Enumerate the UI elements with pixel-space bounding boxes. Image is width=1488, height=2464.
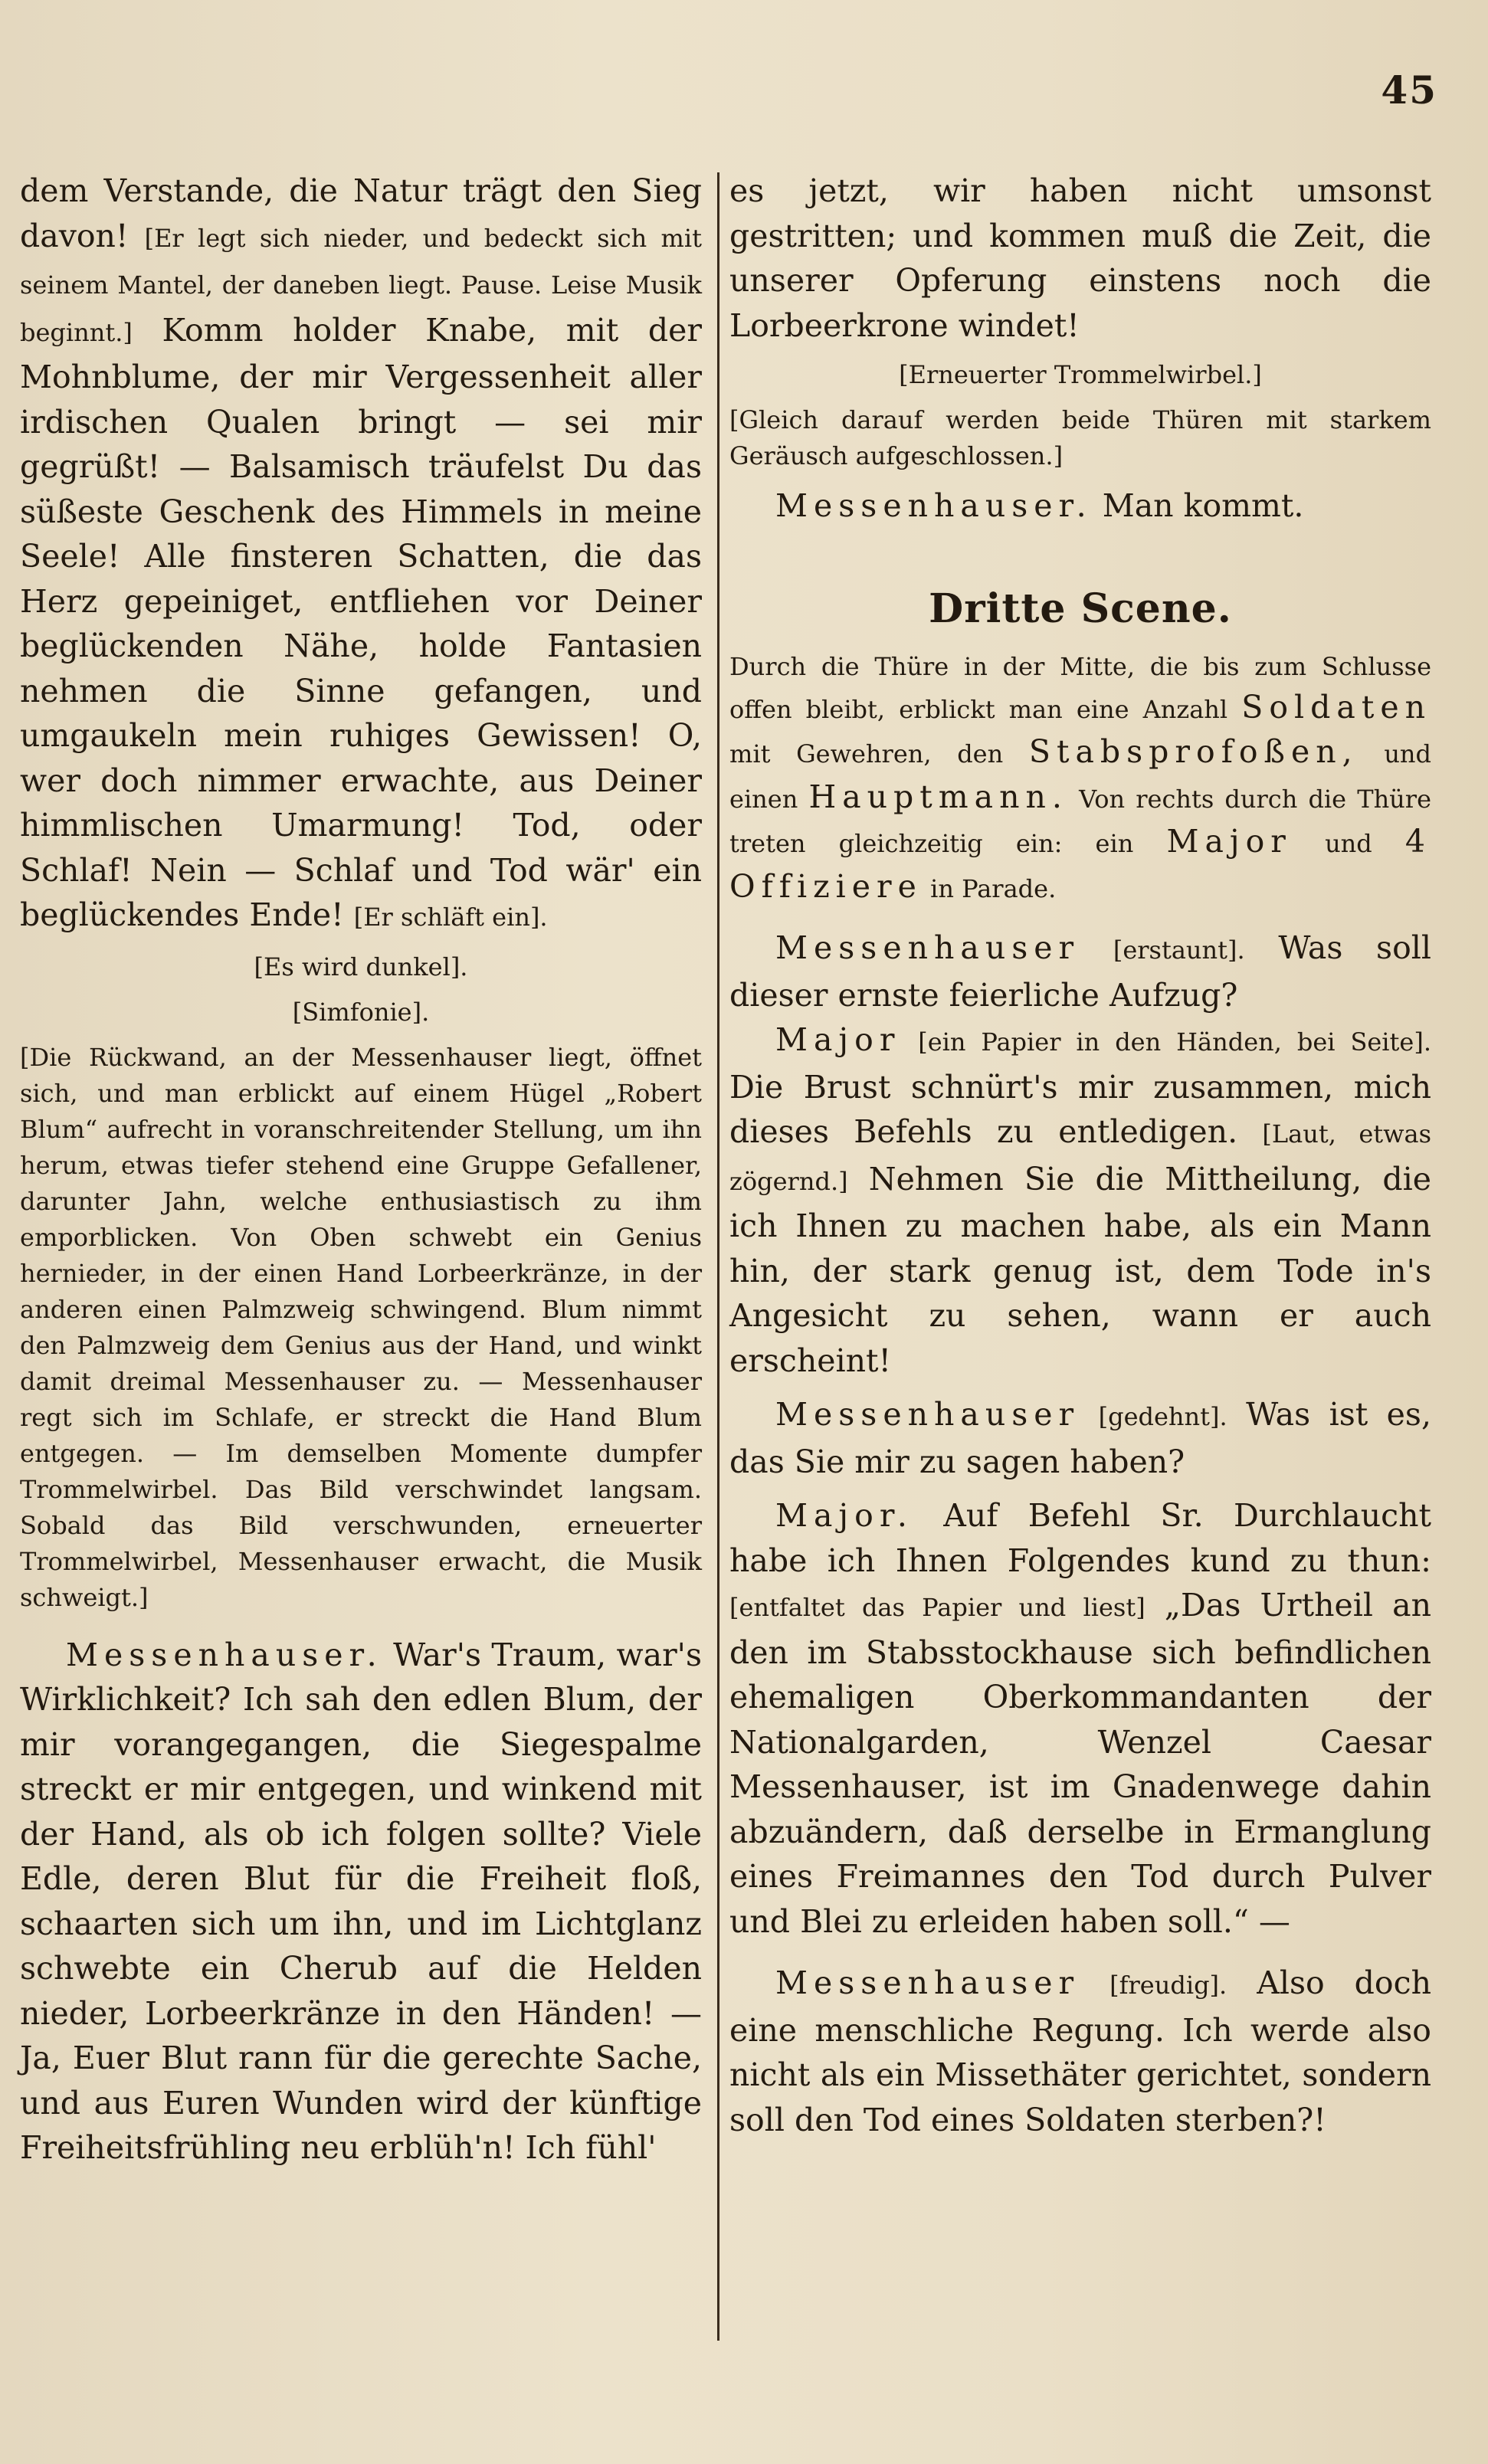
speech-text: Nehmen Sie die Mittheilung, die ich Ihnen zu machen habe, als ein Mann hin, der stark genug ist, dem Tode in's Angesicht zu sehen, wann er auch erscheint! (729, 1160, 1431, 1379)
speaker-name: Messenhauser (775, 1396, 1080, 1433)
speech-text: Was ist es, das Sie mir zu sagen haben? (729, 1396, 1431, 1480)
stage-text: und (1325, 829, 1372, 858)
speaker-name: Major. (775, 1497, 913, 1534)
stage-text: in Parade. (930, 873, 1057, 903)
speech-text: Auf Befehl Sr. Durchlaucht habe ich Ihnen Folgendes kund zu thun: (729, 1497, 1431, 1579)
speech (20, 1633, 702, 2171)
speech (729, 1392, 1431, 1484)
spacer (20, 1030, 702, 1040)
spacer (729, 474, 1431, 483)
spacer (729, 1944, 1431, 1961)
speech (729, 483, 1431, 529)
speaker-name: Messenhauser (775, 929, 1080, 966)
speaker-name: Major (775, 1021, 901, 1058)
speech-text: Was soll dieser ernste feierliche Aufzug? (729, 929, 1431, 1014)
right-column (729, 169, 1431, 2142)
speech-text: „Das Urtheil an den im Stabsstockhause sich befindlichen ehemaligen Oberkommandanten der Nationalgarden, Wenzel Caesar Messenhauser, ist im Gnadenwege dahin abzuändern, daß derselbe in Ermanglung eines Freimannes den Tod durch Pulver und Blei zu erleiden haben soll.“ — (729, 1587, 1431, 1940)
stage-direction-inline: [Laut, etwas zögernd.] (729, 1119, 1432, 1196)
spacer (20, 985, 702, 994)
spacer (729, 1484, 1431, 1493)
spacer (729, 632, 1431, 649)
monologue-text: Komm holder Knabe, mit der Mohnblume, der mir Vergessenheit aller irdischen Qualen bringt — sei mir gegrüßt! — Balsamisch träufelst Du das süßeste Geschenk des Himmels in meine Seele! Alle finsteren Schatten, die das Herz gepeiniget, entfliehen vor Deiner beglückenden Nähe, holde Fantasien nehmen die Sinne gefangen, und umgaukeln mein ruhiges Gewissen! O, wer doch nimmer erwachte, aus Deiner himmlischen Umarmung! Tod, oder Schlaf! Nein — Schlaf und Tod wär' ein beglückendes Ende! (20, 311, 702, 933)
stage-direction-inline: [gedehnt]. (1098, 1402, 1227, 1431)
stage-direction-inline: [Er legt sich nieder, und bedeckt sich mit seinem Mantel, der daneben liegt. Pause. Leise Musik beginnt.] (20, 223, 702, 347)
speech (729, 1493, 1431, 1944)
stage-direction-inline: [entfaltet das Papier und liest] (729, 1593, 1145, 1622)
speech-text: Also doch eine menschliche Regung. Ich werde also nicht als ein Missethäter gerichtet, sondern soll den Tod eines Soldaten sterben?! (729, 1964, 1431, 2138)
spacer (729, 348, 1431, 357)
speech-text: Man kommt. (1102, 487, 1304, 524)
speech (729, 926, 1431, 1017)
scene-heading: Dritte Scene. (929, 585, 1232, 632)
speaker-name: Messenhauser. (775, 487, 1093, 524)
stage-text: mit Gewehren, den (729, 739, 1004, 768)
stage-direction-inline: [freudig]. (1109, 1971, 1227, 2000)
stage-direction-inline: [erstaunt]. (1113, 935, 1245, 965)
speaker-name: Messenhauser. (66, 1636, 383, 1673)
character-name: 4 Offiziere (729, 823, 1432, 905)
left-column (20, 169, 702, 2171)
character-name: Stabsprofoßen, (1028, 733, 1359, 770)
scene-stage-direction (729, 649, 1431, 909)
speech (729, 1961, 1431, 2142)
page-number: 45 (1381, 67, 1437, 113)
speech-text: War's Traum, war's Wirklichkeit? Ich sah den edlen Blum, der mir vorangegangen, die Siegespalme streckt er mir entgegen, und winkend mit der Hand, als ob ich folgen sollte? Viele Edle, deren Blut für die Freiheit floß, schaarten sich um ihn, und im Lichtglanz schwebte ein Cherub auf die Helden nieder, Lorbeerkränze in den Händen! — Ja, Euer Blut rann für die gerechte Sache, und aus Euren Wunden wird der künftige Freiheitsfrühling neu erblüh'n! Ich fühl' (20, 1636, 702, 2166)
stage-text: und einen (729, 739, 1432, 814)
stage-direction: [Simfonie]. (292, 997, 430, 1027)
speech (729, 1017, 1431, 1383)
spacer (729, 909, 1431, 926)
character-name: Major (1166, 823, 1292, 860)
spacer (729, 529, 1431, 585)
speech-continuation: es jetzt, wir haben nicht umsonst gestritten; und kommen muß die Zeit, die unserer Opferung einstens noch die Lorbeerkrone windet! (729, 172, 1431, 344)
column-divider (717, 172, 719, 2341)
speaker-name: Messenhauser (775, 1964, 1080, 2001)
stage-direction-inline: [Er schläft ein]. (353, 903, 548, 932)
stage-direction-block: [Die Rückwand, an der Messenhauser liegt, öffnet sich, und man erblickt auf einem Hügel „Robert Blum“ aufrecht in voranschreitender Stellung, um ihn herum, etwas tiefer stehend eine Gruppe Gefallener, darunter Jahn, welche enthusiastisch zu ihm emporblicken. Von Oben schwebt ein Genius hernieder, in der einen Hand Lorbeerkränze, in der anderen einen Palmzweig schwingend. Blum nimmt den Palmzweig dem Genius aus der Hand, und winkt damit dreimal Messenhauser zu. — Messenhauser regt sich im Schlafe, er streckt die Hand Blum entgegen. — Im demselben Momente dumpfer Trommelwirbel. Das Bild verschwindet langsam. Sobald das Bild verschwunden, erneuerter Trommelwirbel, Messenhauser erwacht, die Musik schweigt.] (20, 1042, 702, 1612)
stage-text: Von rechts durch die Thüre treten gleichzeitig ein: ein (729, 784, 1432, 858)
character-name: Soldaten (1241, 688, 1432, 726)
spacer (20, 1616, 702, 1633)
character-name: Hauptmann. (808, 778, 1068, 815)
spacer (729, 393, 1431, 402)
speech-text: Die Brust schnürt's mir zusammen, mich dieses Befehls zu entledigen. (729, 1068, 1431, 1150)
stage-direction-inline: [ein Papier in den Händen, bei Seite]. (918, 1027, 1431, 1057)
stage-direction: [Es wird dunkel]. (254, 952, 468, 981)
stage-direction: [Gleich darauf werden beide Thüren mit starkem Geräusch aufgeschlossen.] (729, 405, 1431, 470)
monologue-paragraph (20, 169, 702, 940)
monologue-text: dem Verstande, die Natur trägt den Sieg davon! (20, 172, 702, 254)
spacer (20, 940, 702, 949)
stage-direction: [Erneuerter Trommelwirbel.] (899, 360, 1262, 389)
spacer (729, 1383, 1431, 1392)
stage-text: Durch die Thüre in der Mitte, die bis zum Schlusse offen bleibt, erblickt man eine Anzahl (729, 651, 1431, 724)
